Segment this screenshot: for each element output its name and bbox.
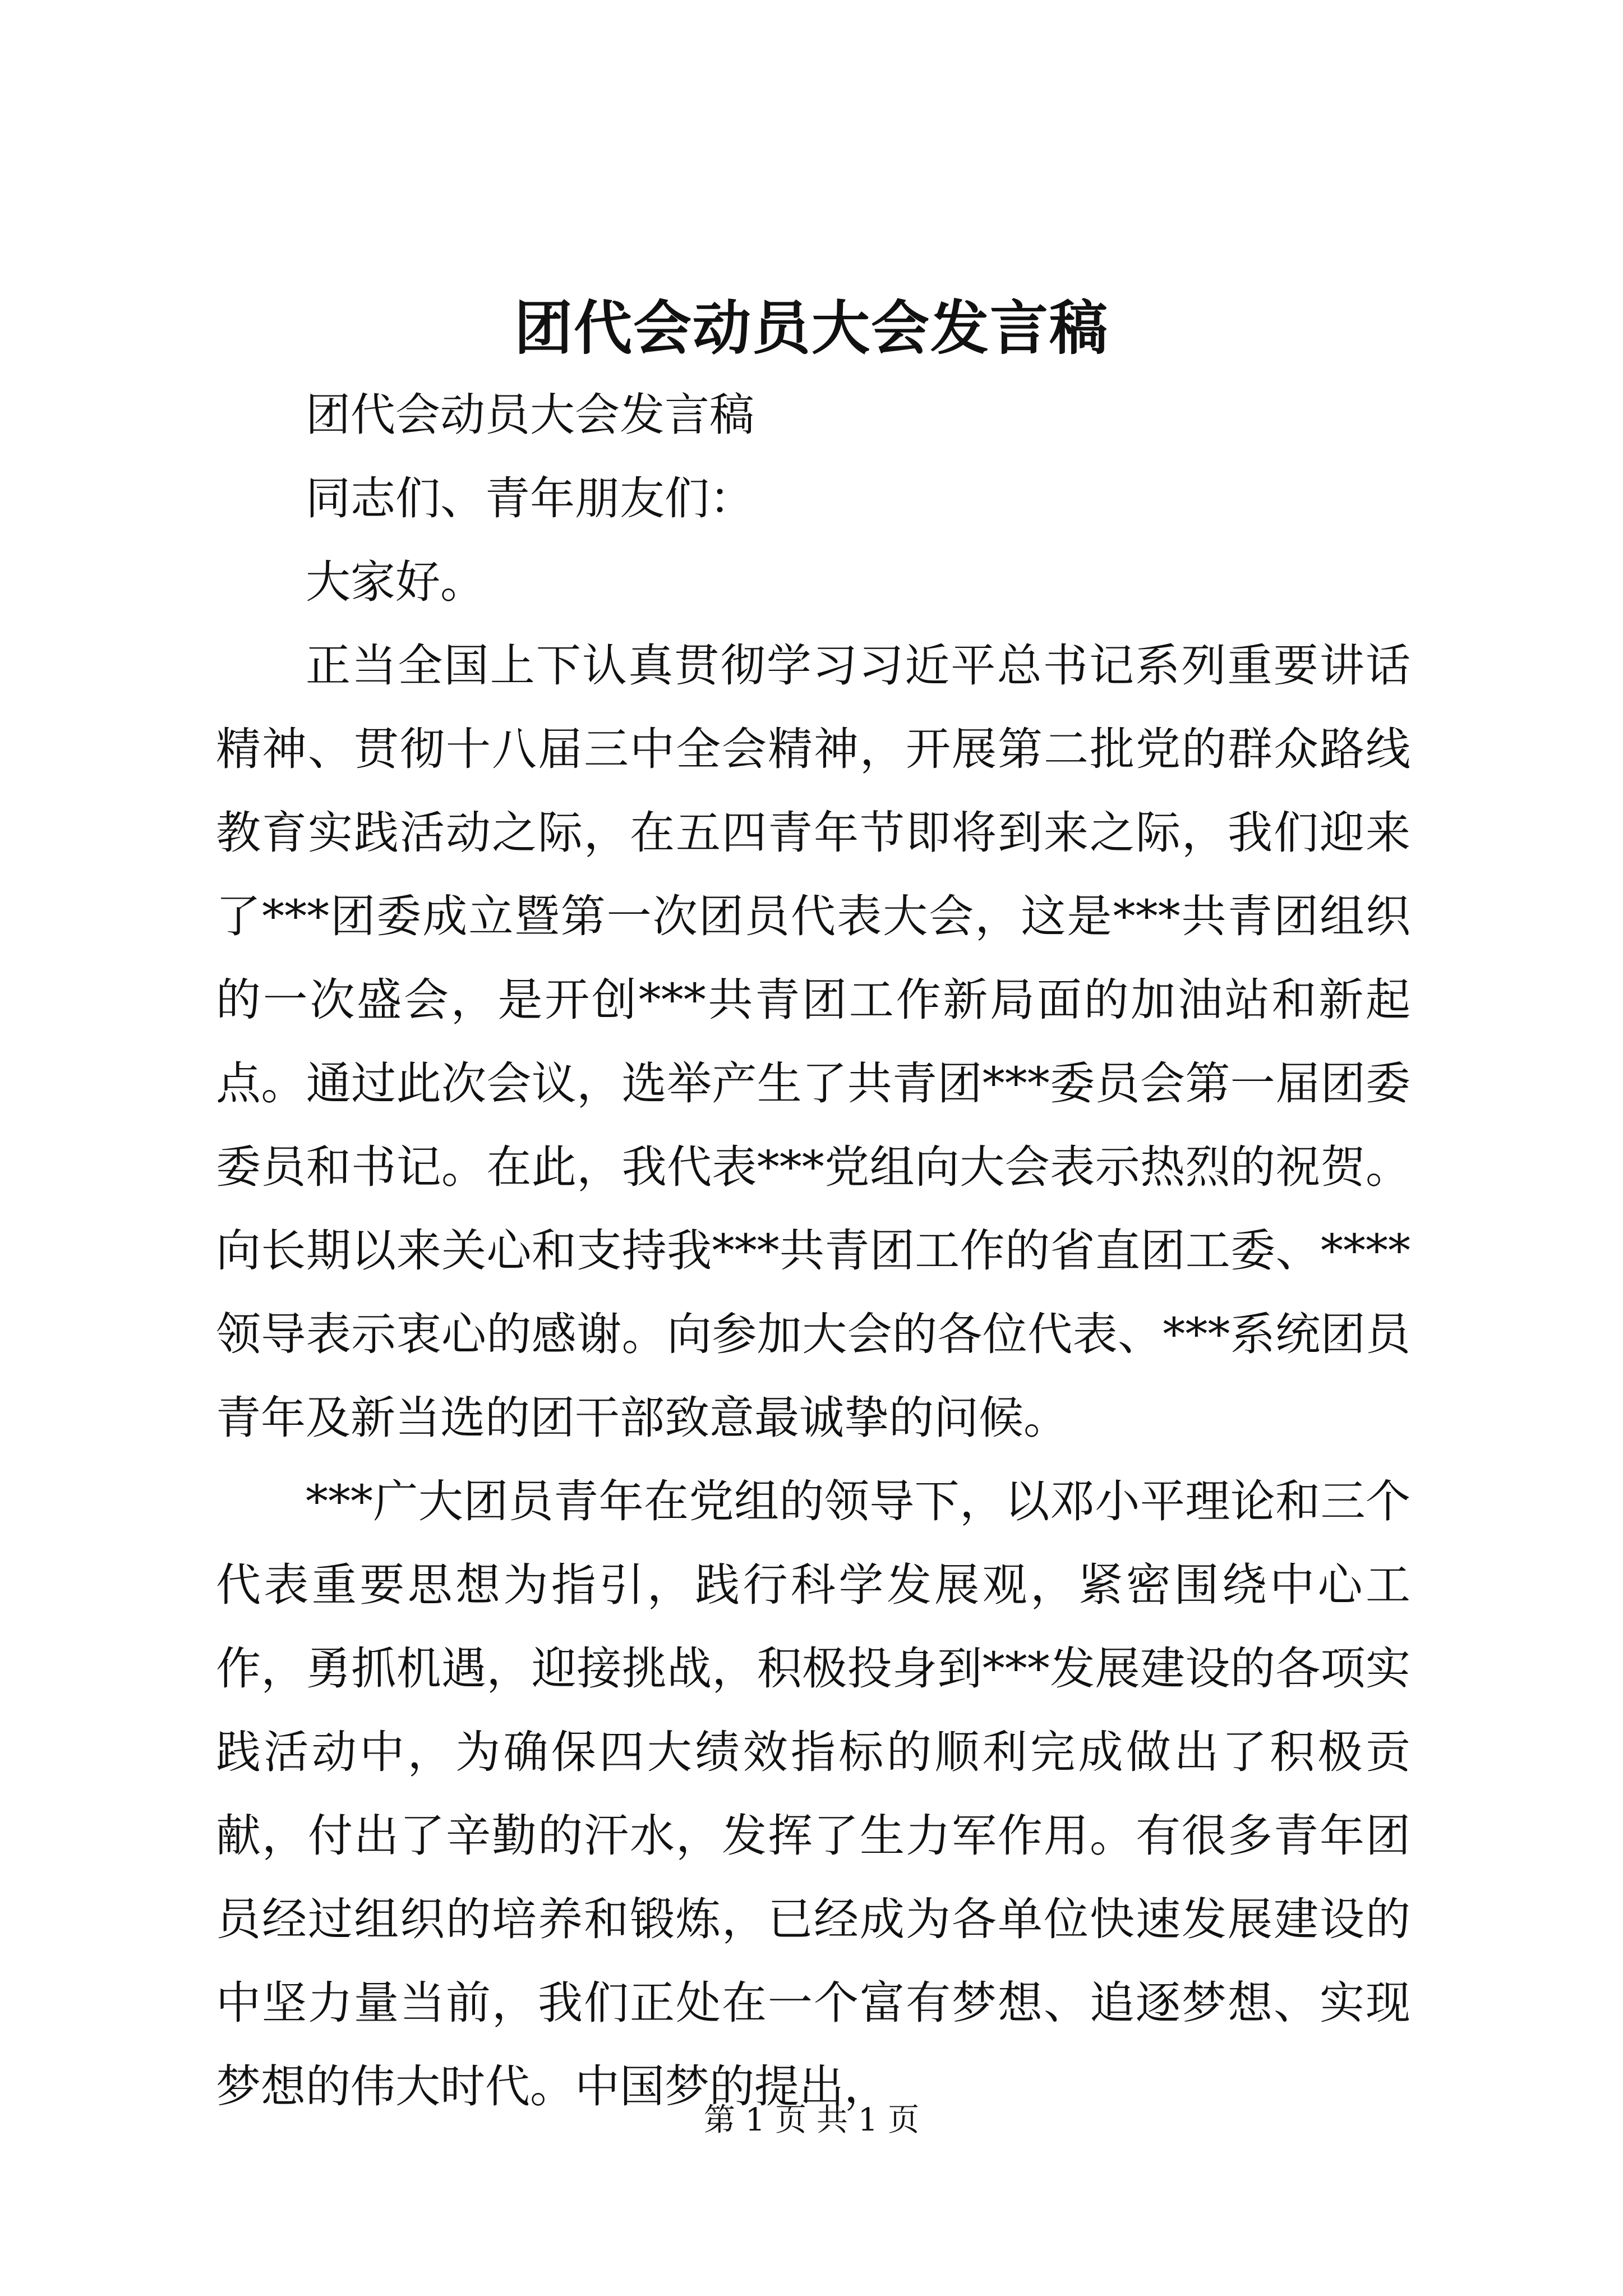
paragraph-subtitle: 团代会动员大会发言稿	[306, 389, 754, 441]
page-number-footer: 第 1 页 共 1 页	[703, 2102, 920, 2138]
document-body	[216, 373, 1410, 2128]
paragraph-salutation: 同志们、青年朋友们：	[306, 472, 754, 524]
document-title: 团代会动员大会发言稿	[514, 293, 1109, 362]
paragraph-greeting: 大家好。	[306, 556, 485, 608]
paragraph-body-1: 正当全国上下认真贯彻学习习近平总书记系列重要讲话精神、贯彻十八届三中全会精神，开展第二批党的群众路线教育实践活动之际，在五四青年节即将到来之际，我们迎来了***团委成立暨第一次团员代表大会，这是***共青团组织的一次盛会，是开创***共青团工作新局面的加油站和新起点。通过此次会议，选举产生了共青团***委员会第一届团委委员和书记。在此，我代表***党组向大会表示热烈的祝贺。向长期以来关心和支持我***共青团工作的省直团工委、****领导表示衷心的感谢。向参加大会的各位代表、***系统团员青年及新当选的团干部致意最诚挚的问候。	[216, 639, 1410, 1444]
paragraph-body-2: ***广大团员青年在党组的领导下，以邓小平理论和三个代表重要思想为指引，践行科学发展观，紧密围绕中心工作，勇抓机遇，迎接挑战，积极投身到***发展建设的各项实践活动中，为确保四大绩效指标的顺利完成做出了积极贡献，付出了辛勤的汗水，发挥了生力军作用。有很多青年团员经过组织的培养和锻炼，已经成为各单位快速发展建设的中坚力量当前，我们正处在一个富有梦想、追逐梦想、实现梦想的伟大时代。中国梦的提出，	[216, 1475, 1410, 2113]
